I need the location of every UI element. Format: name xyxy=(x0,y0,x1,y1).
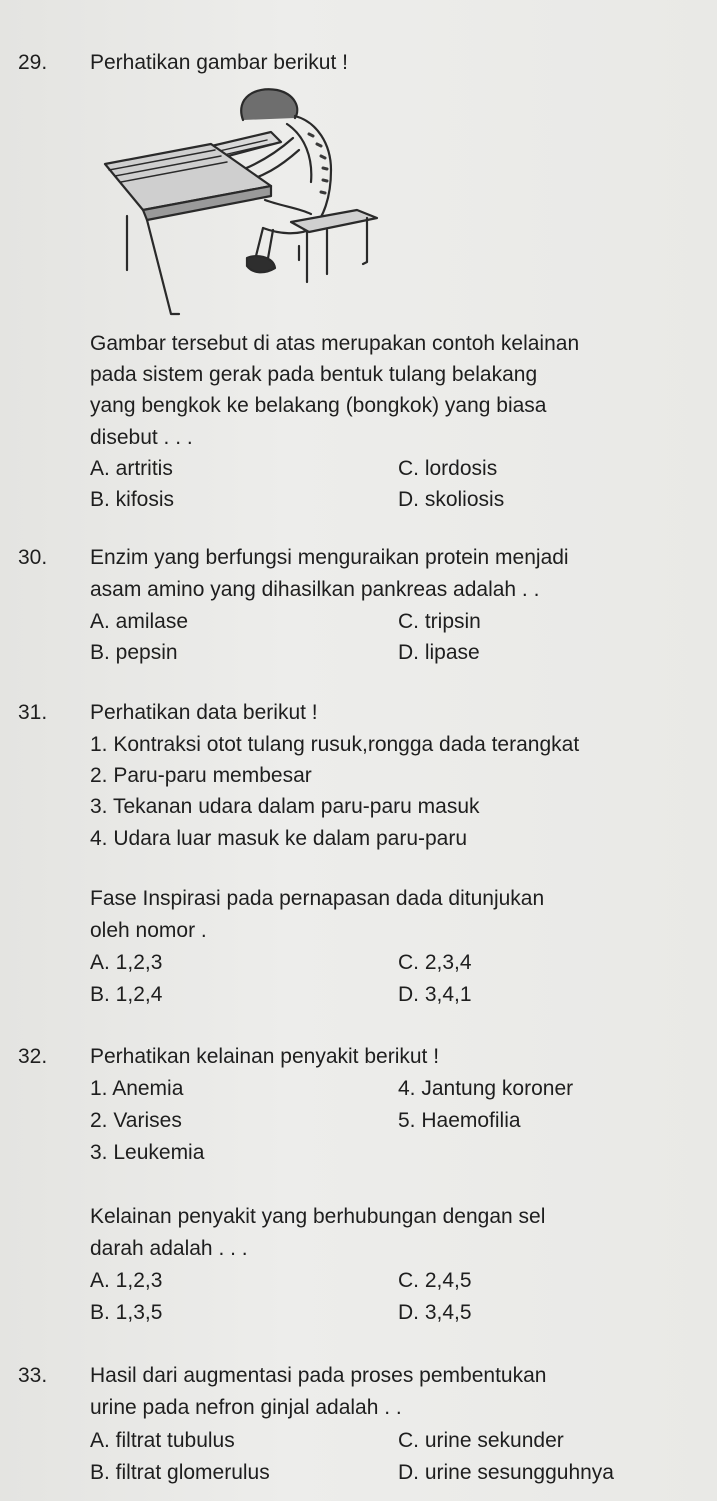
data-item: 4. Jantung koroner xyxy=(398,1077,574,1100)
option-c[interactable]: C. tripsin xyxy=(398,610,481,633)
option-b[interactable]: B. 1,3,5 xyxy=(90,1301,163,1324)
question-stem-line: asam amino yang dihasilkan pankreas adalah . . xyxy=(90,578,540,601)
option-d[interactable]: D. 3,4,5 xyxy=(398,1301,472,1324)
data-item: 5. Haemofilia xyxy=(398,1109,521,1132)
question-number: 33. xyxy=(18,1364,48,1387)
question-number: 31. xyxy=(18,701,48,724)
data-item: 1. Anemia xyxy=(90,1077,184,1100)
option-c[interactable]: C. 2,3,4 xyxy=(398,951,472,974)
option-a[interactable]: A. artritis xyxy=(90,457,173,480)
option-d[interactable]: D. urine sesungguhnya xyxy=(398,1461,614,1484)
question-stem-line: Kelainan penyakit yang berhubungan dengan sel xyxy=(90,1205,546,1228)
data-item: 3. Leukemia xyxy=(90,1141,205,1164)
kyphosis-posture-illustration-icon xyxy=(95,78,385,323)
option-d[interactable]: D. 3,4,1 xyxy=(398,983,472,1006)
option-a[interactable]: A. 1,2,3 xyxy=(90,951,163,974)
option-c[interactable]: C. 2,4,5 xyxy=(398,1269,472,1292)
data-item: 1. Kontraksi otot tulang rusuk,rongga dada terangkat xyxy=(90,733,580,756)
data-item: 2. Varises xyxy=(90,1109,182,1132)
question-intro: Perhatikan kelainan penyakit berikut ! xyxy=(90,1045,440,1068)
question-stem-line: yang bengkok ke belakang (bongkok) yang biasa xyxy=(90,394,547,417)
option-a[interactable]: A. filtrat tubulus xyxy=(90,1429,235,1452)
data-item: 2. Paru-paru membesar xyxy=(90,764,312,787)
option-a[interactable]: A. amilase xyxy=(90,610,189,633)
option-b[interactable]: B. pepsin xyxy=(90,641,178,664)
data-item: 3. Tekanan udara dalam paru-paru masuk xyxy=(90,795,480,818)
question-stem-line: disebut . . . xyxy=(90,426,193,449)
option-c[interactable]: C. lordosis xyxy=(398,457,498,480)
option-d[interactable]: D. skoliosis xyxy=(398,488,505,511)
question-stem-line: pada sistem gerak pada bentuk tulang belakang xyxy=(90,363,538,386)
option-c[interactable]: C. urine sekunder xyxy=(398,1429,564,1452)
question-stem-line: Fase Inspirasi pada pernapasan dada ditunjukan xyxy=(90,887,545,910)
option-b[interactable]: B. 1,2,4 xyxy=(90,983,163,1006)
option-a[interactable]: A. 1,2,3 xyxy=(90,1269,163,1292)
option-d[interactable]: D. lipase xyxy=(398,641,480,664)
question-stem-line: Hasil dari augmentasi pada proses pembentukan xyxy=(90,1364,547,1387)
data-item: 4. Udara luar masuk ke dalam paru-paru xyxy=(90,827,468,850)
question-intro: Perhatikan data berikut ! xyxy=(90,701,318,724)
question-intro: Perhatikan gambar berikut ! xyxy=(90,51,348,74)
question-stem-line: urine pada nefron ginjal adalah . . xyxy=(90,1396,402,1419)
option-b[interactable]: B. filtrat glomerulus xyxy=(90,1461,270,1484)
question-number: 32. xyxy=(18,1045,48,1068)
question-number: 29. xyxy=(18,51,48,74)
option-b[interactable]: B. kifosis xyxy=(90,488,175,511)
question-number: 30. xyxy=(18,546,48,569)
question-stem-line: Enzim yang berfungsi menguraikan protein menjadi xyxy=(90,546,569,569)
question-stem-line: darah adalah . . . xyxy=(90,1237,248,1260)
question-stem-line: Gambar tersebut di atas merupakan contoh kelainan xyxy=(90,332,580,355)
question-stem-line: oleh nomor . xyxy=(90,919,207,942)
